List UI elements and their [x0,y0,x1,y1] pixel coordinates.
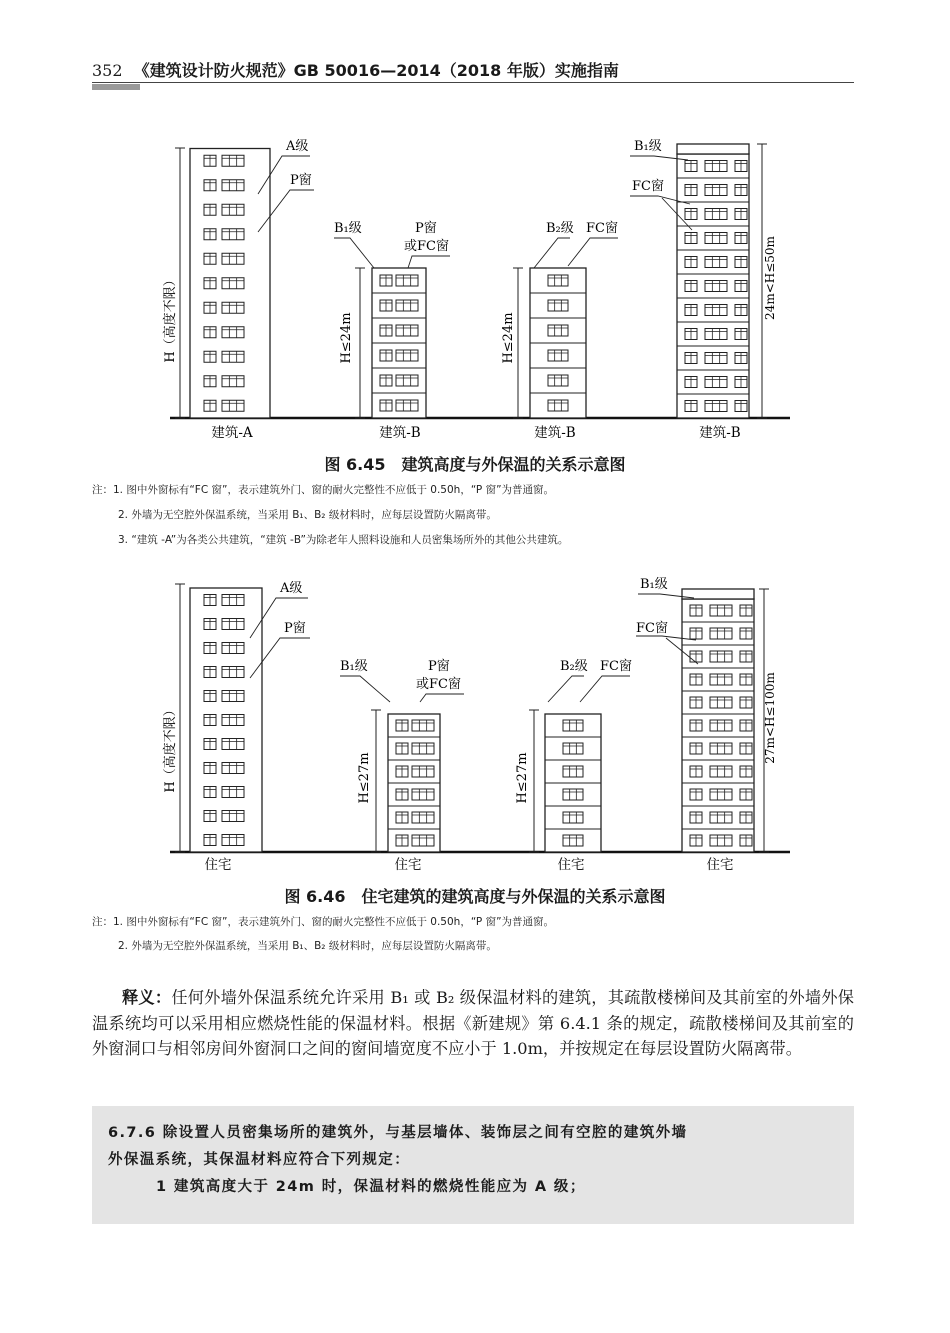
figure-6-45 [150,128,800,448]
building-name-4: 建筑-B [699,425,741,441]
page-number: 352 [92,61,123,80]
label-fc-window-d: FC窗 [636,621,668,636]
building-name-4: 住宅 [706,857,734,873]
label-a-level: A级 [280,581,303,596]
height-label-b: H≤27m [357,752,372,804]
figure-6-46-caption: 图 6.46 住宅建筑的建筑高度与外保温的关系示意图 [284,887,666,906]
height-label-d: 27m<H≤100m [763,672,777,764]
note-text: 3. “建筑 -A”为各类公共建筑，“建筑 -B”为除老年人照料设施和人员密集场所外的其他公共建筑。 [118,534,569,546]
figure-6-45-caption: 图 6.45 建筑高度与外保温的关系示意图 [324,455,626,474]
leader-line [580,676,630,702]
building [545,714,601,852]
clause-box [92,1106,854,1224]
building [677,144,749,418]
note-text: 2. 外墙为无空腔外保温系统，当采用 B₁、B₂ 级材料时，应每层设置防火隔离带。 [118,940,497,952]
label-b1-level: B₁级 [340,659,368,674]
label-fc-window-d: FC窗 [632,179,664,194]
label-or-fc: 或FC窗 [404,239,449,254]
building [530,268,586,418]
dimension-line [529,710,539,852]
leader-line [334,238,374,268]
building [372,268,426,418]
label-b1-level: B₁级 [334,221,362,236]
clause-line-2: 外保温系统，其保温材料应符合下列规定： [108,1152,411,1168]
paragraph-lead: 释义： [122,988,172,1007]
leader-line [548,676,584,702]
figure-6-46-note-2 [92,939,852,953]
label-a-level: A级 [286,139,309,154]
figure-drawing [170,584,790,852]
building [388,714,440,852]
figure-6-45-note-2 [92,508,852,522]
label-p-window-2: P窗 [428,659,450,674]
figure-6-45-note-1: 注：1. 图中外窗标有“FC 窗”，表示建筑外门、窗的耐火完整性不应低于 0.50h，“P 窗”为普通窗。 [92,484,555,496]
height-label-c: H≤24m [501,312,516,364]
height-label-main: H（高度不限） [163,273,178,363]
roof-parapet [677,144,749,154]
building [682,589,754,852]
label-b2-level: B₂级 [560,659,588,674]
building-name-3: 建筑-B [534,425,576,441]
label-fc-window: FC窗 [586,221,618,236]
label-p-window-2: P窗 [415,221,437,236]
building [190,588,262,852]
label-or-fc: 或FC窗 [416,677,461,692]
height-label-main: H（高度不限） [163,703,178,793]
building-outline [190,149,270,419]
height-label-d: 24m<H≤50m [763,236,777,320]
label-fc-window: FC窗 [600,659,632,674]
running-title: 《建筑设计防火规范》GB 50016—2014（2018 年版）实施指南 [133,61,619,80]
label-p-window: P窗 [284,621,306,636]
figure-6-45-note-3 [92,533,852,547]
dimension-line [355,268,365,418]
building-name-1: 住宅 [204,857,232,873]
figure-6-46 [150,568,800,880]
label-p-window: P窗 [290,173,312,188]
figure-6-46-note-1: 注：1. 图中外窗标有“FC 窗”，表示建筑外门、窗的耐火完整性不应低于 0.50h，“P 窗”为普通窗。 [92,916,555,928]
leader-line [408,256,450,268]
label-b1-level-d: B₁级 [640,577,668,592]
building-name-2: 建筑-B [379,425,421,441]
header-bar [92,84,140,90]
paragraph-text: 任何外墙外保温系统允许采用 B₁ 或 B₂ 级保温材料的建筑，其疏散楼梯间及其前室的外墙外保温系统均可以采用相应燃烧性能的保温材料。根据《新建规》第 6.4.1 条的规定，疏散楼梯间及其前室的外窗洞口与相邻房间外窗洞口之间的窗间墙宽度不应小于 1.0m，并按规定在每层设置防火隔离带。 [92,988,854,1058]
leader-line [420,694,464,702]
leader-line [534,238,570,268]
page-header [92,58,852,88]
leader-line [568,238,618,266]
leader-line [340,676,390,702]
label-b1-level-d: B₁级 [634,139,662,154]
dimension-line [371,710,381,852]
clause-line-1: 6.7.6 除设置人员密集场所的建筑外，与基层墙体、装饰层之间有空腔的建筑外墙 [108,1125,688,1141]
height-label-b: H≤24m [339,312,354,364]
building-outline [677,154,749,418]
height-label-c: H≤27m [515,752,530,804]
header-rule [92,82,854,83]
building-name-3: 住宅 [557,857,585,873]
figure-drawing [170,144,790,418]
building-name-1: 建筑-A [211,425,253,441]
clause-line-3: 1 建筑高度大于 24m 时，保温材料的燃烧性能应为 A 级； [156,1179,586,1195]
label-b2-level: B₂级 [546,221,574,236]
building-outline [682,599,754,852]
building-outline [190,588,262,852]
building-name-2: 住宅 [394,857,422,873]
interpretation-paragraph [92,985,854,1062]
note-text: 2. 外墙为无空腔外保温系统，当采用 B₁、B₂ 级材料时，应每层设置防火隔离带。 [118,509,497,521]
building [190,149,270,419]
